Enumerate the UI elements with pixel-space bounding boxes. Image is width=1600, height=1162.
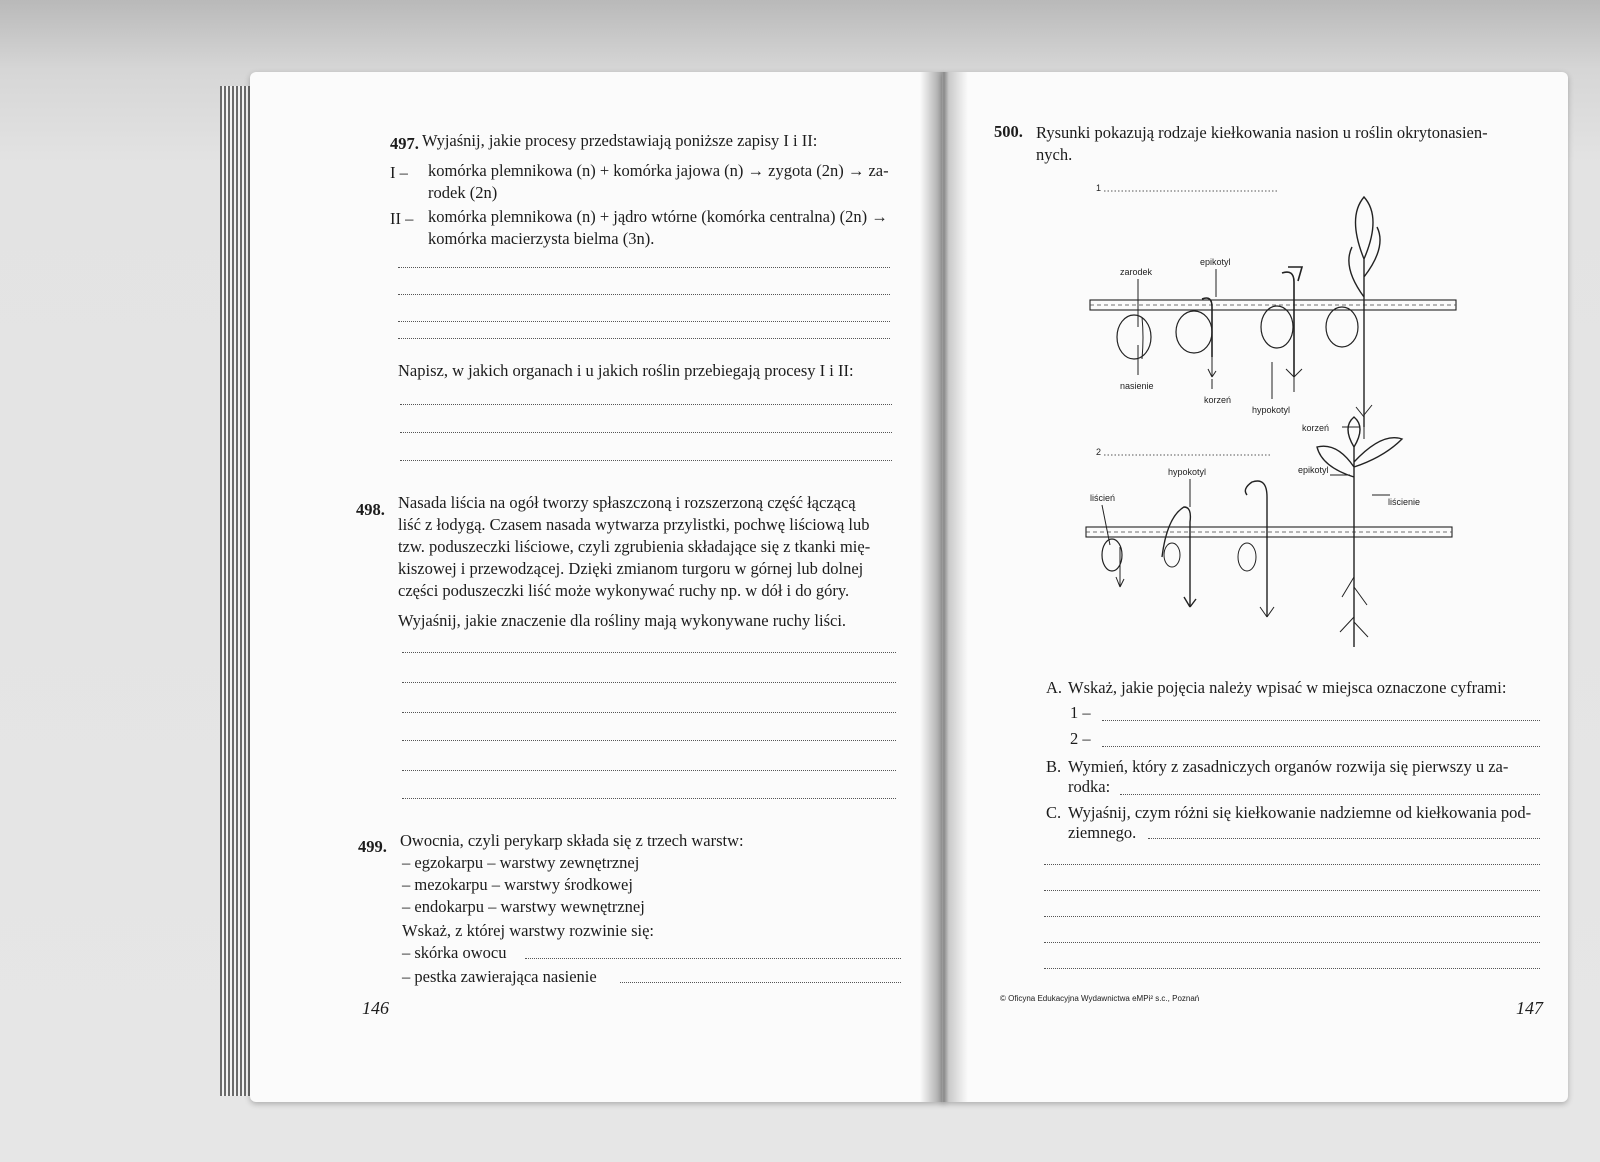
part-A-item2: 2 –	[1070, 729, 1091, 748]
item1-line1: komórka plemnikowa (n) + komórka jajowa (n) → zygota (2n) → za-	[428, 161, 889, 180]
answer-line[interactable]	[398, 267, 890, 268]
seedling-shoot-4	[1349, 197, 1380, 427]
leader-liscien	[1102, 505, 1110, 545]
answer-line[interactable]	[620, 982, 901, 983]
label-epikotyl-2: epikotyl	[1298, 465, 1329, 475]
question-498-text-line: części poduszeczki liść może wykonywać ruchy np. w dół i do góry.	[398, 581, 850, 600]
answer-line[interactable]	[402, 740, 896, 741]
question-498-text-line: Nasada liścia na ogół tworzy spłaszczoną i rozszerzoną część łączącą	[398, 493, 856, 512]
question-497-number: 497.	[390, 134, 419, 153]
question-498-question: Wyjaśnij, jakie znaczenie dla rośliny mają wykonywane ruchy liści.	[398, 611, 847, 630]
item2-line1: komórka plemnikowa (n) + jądro wtórne (komórka centralna) (2n) →	[428, 207, 888, 226]
hypocotyl-shoot-7	[1245, 481, 1267, 617]
question-500-intro-line1: Rysunki pokazują rodzaje kiełkowania nasion u roślin okrytonasien-	[1036, 123, 1488, 142]
item2-prefix: II –	[390, 209, 414, 228]
part-C-line1: Wyjaśnij, czym różni się kiełkowanie nadziemne od kiełkowania pod-	[1068, 803, 1532, 822]
figure-row2-number: 2	[1096, 447, 1102, 457]
part-A-letter: A.	[1046, 678, 1063, 697]
layer-item: – egzokarpu – warstwy zewnętrznej	[402, 853, 640, 872]
answer-line[interactable]	[525, 958, 901, 959]
germination-figure	[1072, 177, 1542, 647]
question-500-intro-line2: nych.	[1036, 145, 1073, 164]
item1-prefix: I –	[390, 163, 408, 182]
answer-line[interactable]	[1120, 794, 1540, 795]
label-korzen-2: korzeń	[1302, 423, 1330, 433]
answer-line[interactable]	[1044, 864, 1540, 865]
part-B-line2: rodka:	[1068, 777, 1111, 796]
label-liscienie: liścienie	[1388, 497, 1421, 507]
answer-line[interactable]	[402, 652, 896, 653]
answer-line[interactable]	[1044, 916, 1540, 917]
answer-line[interactable]	[402, 712, 896, 713]
seed-7	[1238, 543, 1256, 571]
open-book	[220, 72, 1568, 1112]
book-gutter	[920, 72, 968, 1102]
answer-line[interactable]	[1102, 746, 1540, 747]
seed-6	[1164, 543, 1180, 567]
answer-line[interactable]	[1102, 720, 1540, 721]
part-C-line2: ziemnego.	[1068, 823, 1137, 842]
root-2	[1208, 357, 1216, 377]
question-498-text-line: tzw. poduszeczki liściowe, czyli zgrubienia składające się z tkanki mię-	[398, 537, 871, 556]
figure-row1-number: 1	[1096, 183, 1102, 193]
label-hypokotyl-2: hypokotyl	[1168, 467, 1207, 477]
part-B-letter: B.	[1046, 757, 1062, 776]
left-page	[250, 72, 945, 1102]
part-B-line1: Wymień, który z zasadniczych organów rozwija się pierwszy u za-	[1068, 757, 1509, 776]
question-499-prompt: Wskaż, z której warstwy rozwinie się:	[402, 921, 654, 940]
label-zarodek: zarodek	[1120, 267, 1153, 277]
answer-item-stone: – pestka zawierająca nasienie	[402, 967, 597, 986]
item1-line2: rodek (2n)	[428, 183, 498, 202]
part-C-letter: C.	[1046, 803, 1062, 822]
answer-line[interactable]	[398, 338, 890, 339]
answer-line[interactable]	[400, 404, 892, 405]
label-liscien: liścień	[1090, 493, 1116, 503]
question-498-text-line: liść z łodygą. Czasem nasada wytwarza przylistki, pochwę liściową lub	[398, 515, 870, 534]
page-number: 146	[362, 998, 389, 1018]
epicotyl-shoot-2	[1202, 298, 1212, 357]
label-epikotyl: epikotyl	[1200, 257, 1231, 267]
question-499-number: 499.	[358, 837, 387, 856]
embryo-1	[1142, 317, 1143, 359]
question-498-number: 498.	[356, 500, 385, 519]
answer-line[interactable]	[402, 770, 896, 771]
hypocotyl-loop-6	[1162, 507, 1196, 607]
item2-line2: komórka macierzysta bielma (3n).	[428, 229, 655, 248]
answer-line[interactable]	[400, 432, 892, 433]
right-page	[942, 72, 1568, 1102]
label-korzen: korzeń	[1204, 395, 1232, 405]
root-5	[1116, 547, 1124, 587]
question-498-text-line: kiszowej i przewodzącej. Dzięki zmianom turgoru w górnej lub dolnej	[398, 559, 864, 578]
page-number: 147	[1516, 998, 1543, 1018]
question-500-number: 500.	[994, 122, 1023, 141]
answer-item-skin: – skórka owocu	[402, 943, 507, 962]
copyright: © Oficyna Edukacyjna Wydawnictwa eMPi² s.c., Poznań	[1000, 994, 1200, 1003]
seed-5	[1102, 539, 1122, 571]
part-A-item1: 1 –	[1070, 703, 1091, 722]
answer-line[interactable]	[398, 294, 890, 295]
label-nasienie: nasienie	[1120, 381, 1154, 391]
part-A-text: Wskaż, jakie pojęcia należy wpisać w miejsca oznaczone cyframi:	[1068, 678, 1507, 697]
answer-line[interactable]	[1044, 890, 1540, 891]
answer-line[interactable]	[400, 460, 892, 461]
question-499-intro: Owocnia, czyli perykarp składa się z trzech warstw:	[400, 831, 744, 850]
seed-2	[1176, 311, 1212, 353]
answer-line[interactable]	[1044, 968, 1540, 969]
layer-item: – endokarpu – warstwy wewnętrznej	[402, 897, 645, 916]
label-hypokotyl: hypokotyl	[1252, 405, 1291, 415]
answer-line[interactable]	[1148, 838, 1540, 839]
question-497-intro: Wyjaśnij, jakie procesy przedstawiają poniższe zapisy I i II:	[422, 131, 818, 150]
seed-4	[1326, 307, 1358, 347]
answer-line[interactable]	[1044, 942, 1540, 943]
answer-line[interactable]	[402, 798, 896, 799]
seed-3	[1261, 306, 1293, 348]
question-497-prompt2: Napisz, w jakich organach i u jakich roślin przebiegają procesy I i II:	[398, 361, 854, 380]
answer-line[interactable]	[398, 321, 890, 322]
answer-line[interactable]	[402, 682, 896, 683]
seed-1	[1117, 315, 1151, 359]
layer-item: – mezokarpu – warstwy środkowej	[402, 875, 633, 894]
